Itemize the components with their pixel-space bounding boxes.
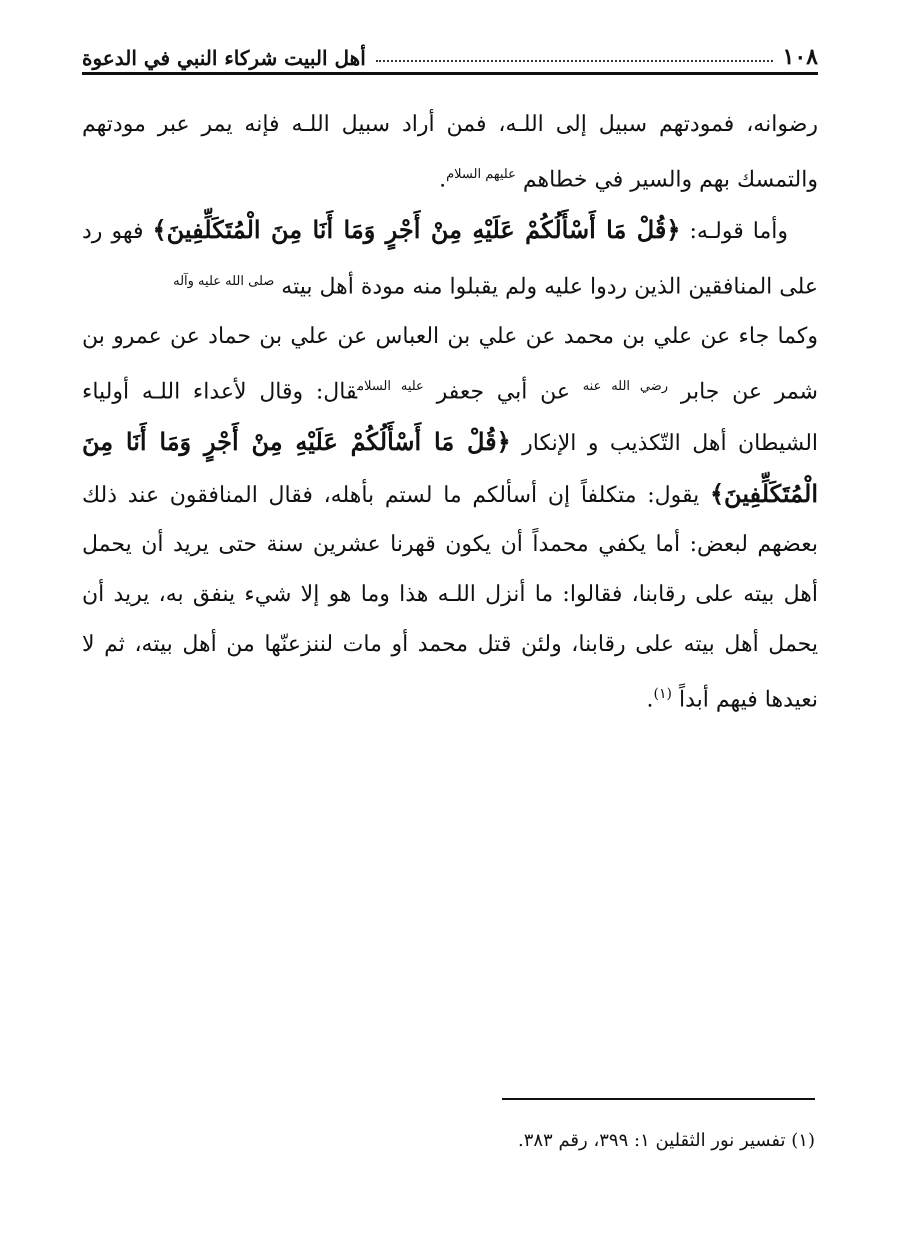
paragraph-1-end: . bbox=[439, 167, 447, 193]
honorific-mark: عليه السلام bbox=[357, 378, 424, 394]
running-title: أهل البيت شركاء النبي في الدعوة bbox=[82, 46, 366, 70]
paragraph-1 bbox=[82, 100, 818, 205]
honorific-mark: صلى الله عليه وآله bbox=[173, 273, 275, 289]
honorific-mark: رضي الله عنه bbox=[582, 378, 669, 394]
page-header bbox=[82, 36, 818, 70]
footnote: (١) تفسير نور الثقلين ١: ٣٩٩، رقم ٣٨٣. bbox=[517, 1130, 815, 1151]
body-text bbox=[82, 100, 818, 725]
paragraph-2-text: فهو رد على المنافقين الذين ردوا عليه ولم يقبلوا منه مودة أهل بيته bbox=[82, 218, 818, 300]
paragraph-3-text-d: يقول: متكلفاً إن أسألكم ما لستم بأهله، فقال المنافقون عند ذلك بعضهم لبعض: أما يكفي محمداً أن يكون قهرنا عشرين سنة حتى يريد أن يحمل أهل بيته على رقابنا، فقالوا: ما أنزل اللـه هذا وما هو إلا شيء ينفق به، يريد أن يحمل أهل بيته على رقابنا، ولئن قتل محمد أو مات لننزعنّها من أهل بيته، ثم لا نعيدها فيهم أبداً bbox=[82, 482, 818, 713]
quran-verse-2: ﴿قُلْ مَا أَسْأَلُكُمْ عَلَيْهِ مِنْ أَجْرٍ وَمَا أَنَا مِنَ الْمُتَكَلِّفِينَ﴾ bbox=[82, 426, 818, 508]
honorific-mark: عليهم السلام bbox=[446, 166, 516, 182]
paragraph-3-text-b: عن أبي جعفر bbox=[436, 378, 570, 404]
quran-verse: ﴿قُلْ مَا أَسْأَلُكُمْ عَلَيْهِ مِنْ أَجْرٍ وَمَا أَنَا مِنَ الْمُتَكَلِّفِينَ﴾ bbox=[152, 214, 681, 244]
paragraph-1-text: رضوانه، فمودتهم سبيل إلى اللـه، فمن أراد سبيل اللـه فإنه يمر عبر مودتهم والتمسك بهم والسير في خطاهم bbox=[82, 112, 818, 193]
header-dotted-leader bbox=[376, 60, 773, 62]
paragraph-2 bbox=[82, 205, 818, 312]
header-rule bbox=[82, 72, 818, 75]
paragraph-2-start: وأما قولـه: bbox=[689, 218, 788, 244]
paragraph-3 bbox=[82, 312, 818, 725]
footnote-rule bbox=[502, 1098, 815, 1100]
footnote-marker[interactable]: (١) bbox=[653, 685, 672, 702]
paragraph-3-end: . bbox=[646, 687, 654, 713]
paragraph-3-text-a: وكما جاء عن علي بن محمد عن علي بن العباس عن علي بن حماد عن عمرو بن شمر عن جابر bbox=[82, 323, 818, 404]
paragraph-3-text-c: قال: وقال لأعداء اللـه أولياء الشيطان أهل التّكذيب و الإنكار bbox=[82, 378, 819, 456]
page-number: ١٠٨ bbox=[782, 44, 818, 70]
